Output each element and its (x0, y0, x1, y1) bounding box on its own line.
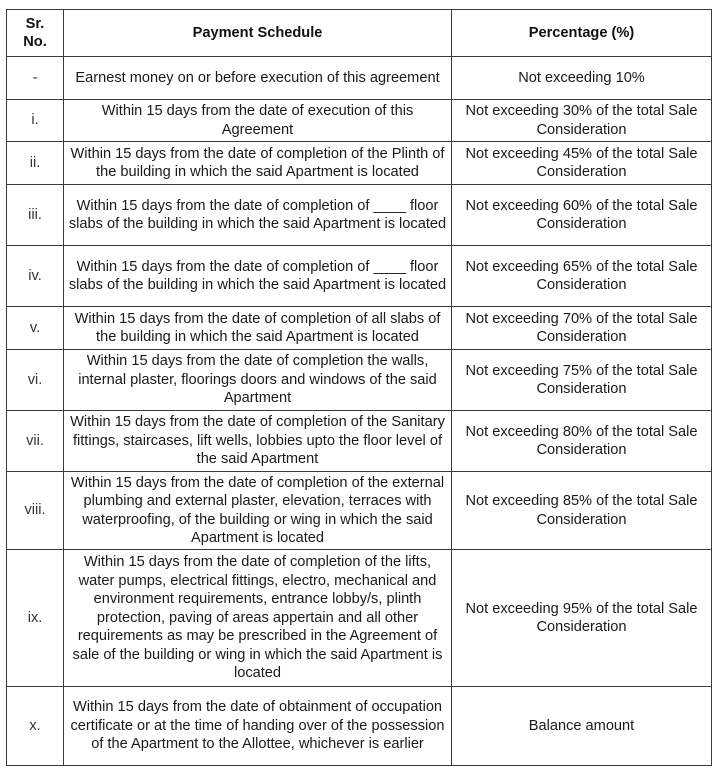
sr-no-cell: x. (7, 687, 64, 766)
percentage-cell: Not exceeding 75% of the total Sale Consideration (452, 350, 712, 411)
table-row (7, 472, 712, 550)
sr-no-cell: - (7, 57, 64, 100)
sr-no-cell: v. (7, 307, 64, 350)
schedule-cell: Within 15 days from the date of completion of all slabs of the building in which the said Apartment is located (64, 307, 452, 350)
table-row (7, 687, 712, 766)
sr-no-cell: iii. (7, 185, 64, 246)
sr-no-cell: vi. (7, 350, 64, 411)
header-sr-line1: Sr. (25, 15, 45, 32)
table-row (7, 307, 712, 350)
table-row (7, 142, 712, 185)
schedule-cell: Within 15 days from the date of completion of ____ floor slabs of the building in which the said Apartment is located (64, 185, 452, 246)
percentage-cell: Not exceeding 10% (452, 57, 712, 100)
percentage-cell: Not exceeding 85% of the total Sale Consideration (452, 472, 712, 550)
percentage-cell: Not exceeding 80% of the total Sale Consideration (452, 411, 712, 472)
table-body (7, 57, 712, 766)
percentage-cell: Not exceeding 30% of the total Sale Consideration (452, 100, 712, 142)
schedule-cell: Within 15 days from the date of completion of the lifts, water pumps, electrical fittings, electro, mechanical and environment requirements, entrance lobby/s, plinth protection, paving of areas appertain and all other requirements as may be prescribed in the Agreement of sale of the building or wing in which the said Apartment is located (64, 550, 452, 687)
percentage-cell: Not exceeding 70% of the total Sale Consideration (452, 307, 712, 350)
percentage-cell: Not exceeding 60% of the total Sale Consideration (452, 185, 712, 246)
header-payment-schedule: Payment Schedule (64, 10, 452, 57)
sr-no-cell: ii. (7, 142, 64, 185)
schedule-cell: Within 15 days from the date of completion of the Sanitary fittings, staircases, lift wells, lobbies upto the floor level of the said Apartment (64, 411, 452, 472)
schedule-cell: Within 15 days from the date of completion the walls, internal plaster, floorings doors and windows of the said Apartment (64, 350, 452, 411)
sr-no-cell: vii. (7, 411, 64, 472)
header-percentage: Percentage (%) (452, 10, 712, 57)
schedule-cell: Within 15 days from the date of obtainment of occupation certificate or at the time of handing over of the possession of the Apartment to the Allottee, whichever is earlier (64, 687, 452, 766)
table-row (7, 411, 712, 472)
schedule-cell: Within 15 days from the date of completion of the external plumbing and external plaster, elevation, terraces with waterproofing, of the building or wing in which the said Apartment is located (64, 472, 452, 550)
table-row (7, 185, 712, 246)
sr-no-cell: iv. (7, 246, 64, 307)
percentage-cell: Not exceeding 95% of the total Sale Consideration (452, 550, 712, 687)
schedule-cell: Within 15 days from the date of completion of the Plinth of the building in which the said Apartment is located (64, 142, 452, 185)
table-row (7, 350, 712, 411)
table-row (7, 246, 712, 307)
table-row (7, 57, 712, 100)
schedule-cell: Within 15 days from the date of completion of ____ floor slabs of the building in which the said Apartment is located (64, 246, 452, 307)
sr-no-cell: i. (7, 100, 64, 142)
payment-schedule-table (6, 9, 712, 766)
schedule-cell: Earnest money on or before execution of this agreement (64, 57, 452, 100)
sr-no-cell: ix. (7, 550, 64, 687)
sr-no-cell: viii. (7, 472, 64, 550)
percentage-cell: Not exceeding 45% of the total Sale Consideration (452, 142, 712, 185)
table-row (7, 550, 712, 687)
header-sr-line2: No. (23, 34, 47, 50)
percentage-cell: Balance amount (452, 687, 712, 766)
table-row (7, 100, 712, 142)
percentage-cell: Not exceeding 65% of the total Sale Consideration (452, 246, 712, 307)
header-sr-no (7, 10, 64, 57)
table-header-row (7, 10, 712, 57)
schedule-cell: Within 15 days from the date of execution of this Agreement (64, 100, 452, 142)
